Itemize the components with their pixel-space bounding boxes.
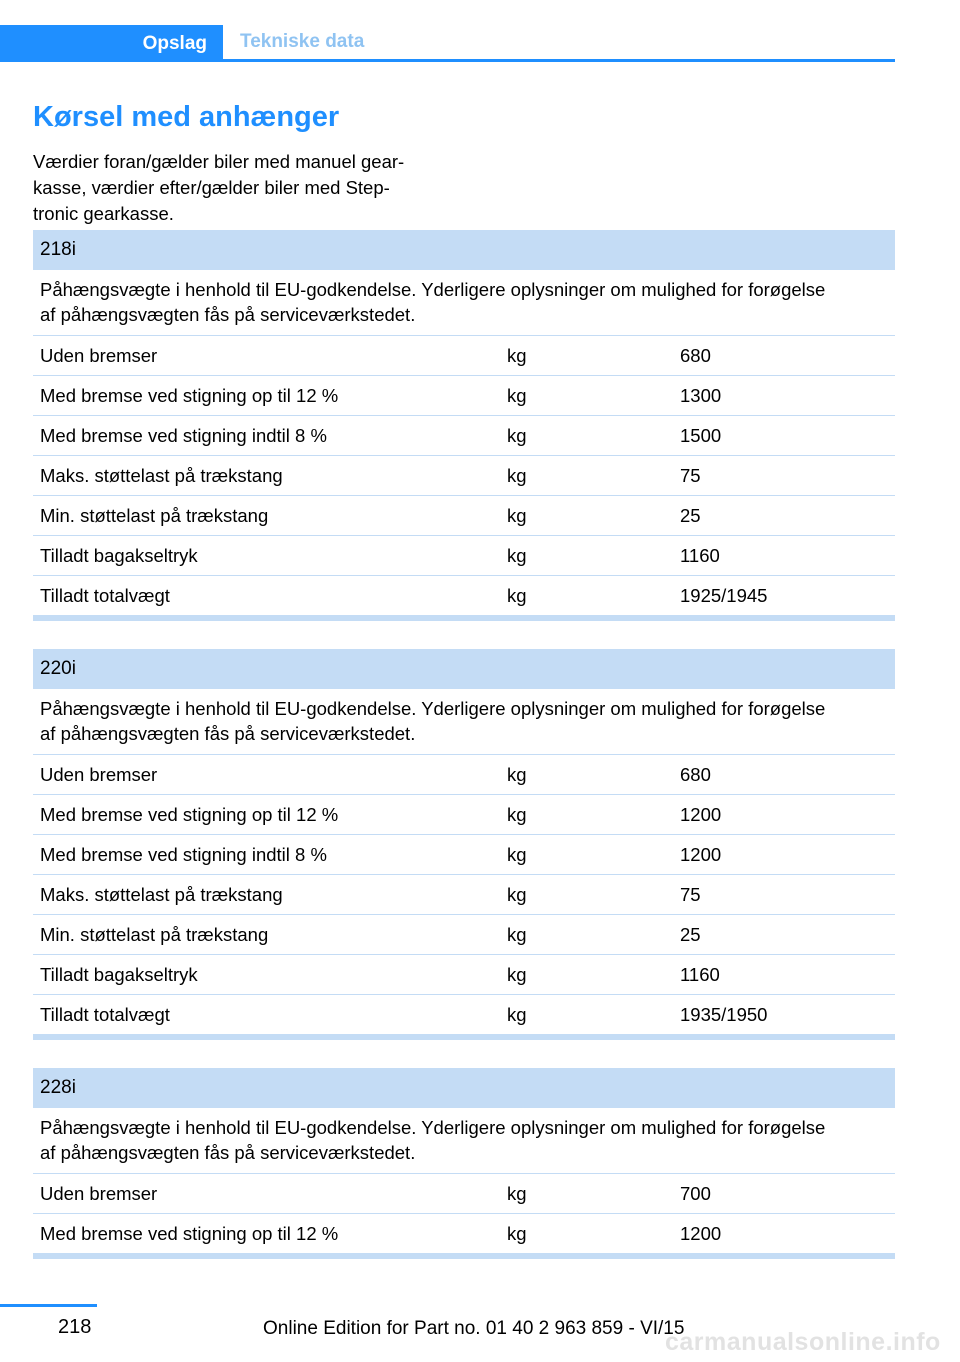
table-row [33,416,895,456]
table-row [33,995,895,1035]
row-label: Uden bremser [40,763,158,785]
intro-line: tronic gearkasse. [33,203,174,224]
model-header: 220i [33,649,895,689]
table-row [33,1174,895,1214]
tab-tekniske-data[interactable]: Tekniske data [240,31,365,52]
row-value: 75 [680,883,701,905]
row-label: Maks. støttelast på trækstang [40,883,283,905]
table-row [33,835,895,875]
row-label: Uden bremser [40,344,158,366]
intro-line: Værdier foran/gælder biler med manuel gear- [33,151,405,172]
row-value: 25 [680,504,701,526]
table-row [33,1214,895,1254]
table-row [33,875,895,915]
row-unit: kg [507,1003,527,1025]
row-label: Tilladt totalvægt [40,1003,170,1025]
header-tabs [0,25,895,62]
table-end-bar [33,1035,895,1040]
note-line: af påhængsvægten fås på serviceværkstedet. [40,723,416,744]
note-line: Påhængsvægte i henhold til EU-godkendelse. Yderligere oplysninger om mulighed for forøgelse [40,279,826,300]
footer-accent-line [0,1304,97,1307]
row-unit: kg [507,544,527,566]
row-unit: kg [507,843,527,865]
row-value: 1925/1945 [680,584,768,606]
row-unit: kg [507,923,527,945]
row-label: Med bremse ved stigning indtil 8 % [40,424,327,446]
model-header: 218i [33,230,895,270]
spec-table-228i [33,1068,895,1259]
row-unit: kg [507,424,527,446]
note-line: Påhængsvægte i henhold til EU-godkendelse. Yderligere oplysninger om mulighed for forøgelse [40,1117,826,1138]
row-value: 1935/1950 [680,1003,768,1025]
edition-text: Online Edition for Part no. 01 40 2 963 859 - VI/15 [263,1318,685,1339]
row-unit: kg [507,384,527,406]
watermark: carmanualsonline.info [665,1328,941,1356]
intro-line: kasse, værdier efter/gælder biler med Step- [33,177,390,198]
table-row [33,336,895,376]
table-row [33,915,895,955]
row-value: 700 [680,1182,711,1204]
note-text [33,1108,895,1174]
row-unit: kg [507,963,527,985]
row-value: 1500 [680,424,722,446]
row-value: 680 [680,344,711,366]
row-label: Uden bremser [40,1182,158,1204]
table-row [33,496,895,536]
row-value: 1200 [680,843,722,865]
header-divider [0,59,895,62]
table-row [33,576,895,616]
row-value: 1160 [680,963,720,985]
table-row [33,755,895,795]
row-label: Min. støttelast på trækstang [40,504,269,526]
table-row [33,955,895,995]
row-unit: kg [507,803,527,825]
row-label: Med bremse ved stigning op til 12 % [40,803,339,825]
table-row [33,456,895,496]
table-row [33,536,895,576]
intro-text [33,149,443,227]
row-label: Maks. støttelast på trækstang [40,464,283,486]
note-line: Påhængsvægte i henhold til EU-godkendelse. Yderligere oplysninger om mulighed for forøgelse [40,698,826,719]
row-label: Med bremse ved stigning op til 12 % [40,384,339,406]
row-unit: kg [507,584,527,606]
row-unit: kg [507,1222,527,1244]
row-unit: kg [507,344,527,366]
table-end-bar [33,1254,895,1259]
row-unit: kg [507,504,527,526]
row-label: Tilladt bagakseltryk [40,963,198,985]
table-end-bar [33,616,895,621]
row-label: Med bremse ved stigning op til 12 % [40,1222,339,1244]
row-label: Min. støttelast på trækstang [40,923,269,945]
row-value: 1300 [680,384,722,406]
row-value: 25 [680,923,701,945]
tab-opslag[interactable]: Opslag [0,25,223,62]
row-label: Tilladt totalvægt [40,584,170,606]
row-value: 1200 [680,1222,722,1244]
note-text [33,270,895,336]
page-number: 218 [58,1316,92,1338]
note-line: af påhængsvægten fås på serviceværkstedet. [40,304,416,325]
spec-table-218i [33,230,895,621]
table-row [33,376,895,416]
spec-table-220i [33,649,895,1040]
row-unit: kg [507,1182,527,1204]
row-value: 680 [680,763,711,785]
page-title: Kørsel med anhænger [33,101,340,133]
note-line: af påhængsvægten fås på serviceværkstedet. [40,1142,416,1163]
note-text [33,689,895,755]
row-value: 1200 [680,803,722,825]
model-header: 228i [33,1068,895,1108]
row-unit: kg [507,464,527,486]
row-value: 1160 [680,544,720,566]
table-row [33,795,895,835]
row-label: Tilladt bagakseltryk [40,544,198,566]
row-unit: kg [507,763,527,785]
row-label: Med bremse ved stigning indtil 8 % [40,843,327,865]
row-unit: kg [507,883,527,905]
row-value: 75 [680,464,701,486]
